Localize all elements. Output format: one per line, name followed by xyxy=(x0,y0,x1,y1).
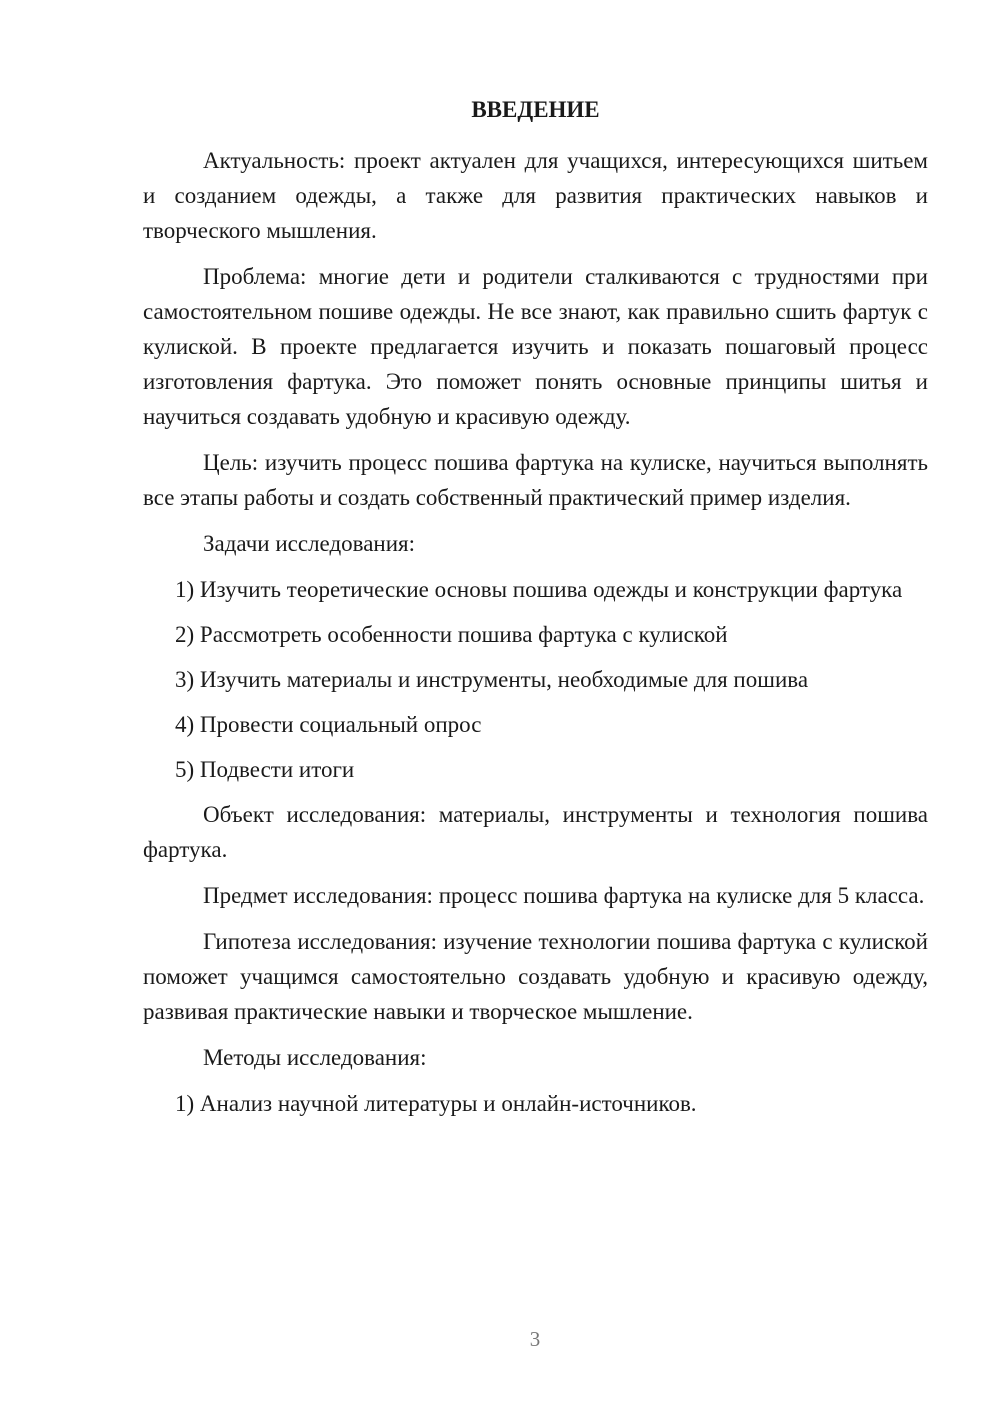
relevance-paragraph: Актуальность: проект актуален для учащихся, интересующихся шитьем и созданием одежды, а также для развития практических навыков и творческого мышления. xyxy=(143,148,928,243)
task-item-3: 3) Изучить материалы и инструменты, необходимые для пошива xyxy=(175,667,809,692)
page-content xyxy=(143,92,928,1131)
subject-paragraph: Предмет исследования: процесс пошива фартука на кулиске для 5 класса. xyxy=(203,883,925,908)
task-item-5: 5) Подвести итоги xyxy=(175,757,355,782)
task-item-4: 4) Провести социальный опрос xyxy=(175,712,482,737)
tasks-heading: Задачи исследования: xyxy=(203,531,416,556)
method-item-1: 1) Анализ научной литературы и онлайн-источников. xyxy=(175,1091,697,1116)
page-title: ВВЕДЕНИЕ xyxy=(471,97,600,122)
problem-paragraph: Проблема: многие дети и родители сталкиваются с трудностями при самостоятельном пошиве одежды. Не все знают, как правильно сшить фартук с кулиской. В проекте предлагается изучить и показать пошаговый процесс изготовления фартука. Это поможет понять основные принципы шитья и научиться создавать удобную и красивую одежду. xyxy=(143,264,928,429)
object-paragraph: Объект исследования: материалы, инструменты и технология пошива фартука. xyxy=(143,802,928,862)
task-item-1: 1) Изучить теоретические основы пошива одежды и конструкции фартука xyxy=(175,577,903,602)
hypothesis-paragraph: Гипотеза исследования: изучение технологии пошива фартука с кулиской поможет учащимся самостоятельно создавать удобную и красивую одежду, развивая практические навыки и творческое мышление. xyxy=(143,929,928,1024)
methods-heading: Методы исследования: xyxy=(203,1045,427,1070)
page-number: 3 xyxy=(529,1327,541,1351)
task-item-2: 2) Рассмотреть особенности пошива фартука с кулиской xyxy=(175,622,728,647)
goal-paragraph: Цель: изучить процесс пошива фартука на кулиске, научиться выполнять все этапы работы и создать собственный практический пример изделия. xyxy=(143,450,928,510)
